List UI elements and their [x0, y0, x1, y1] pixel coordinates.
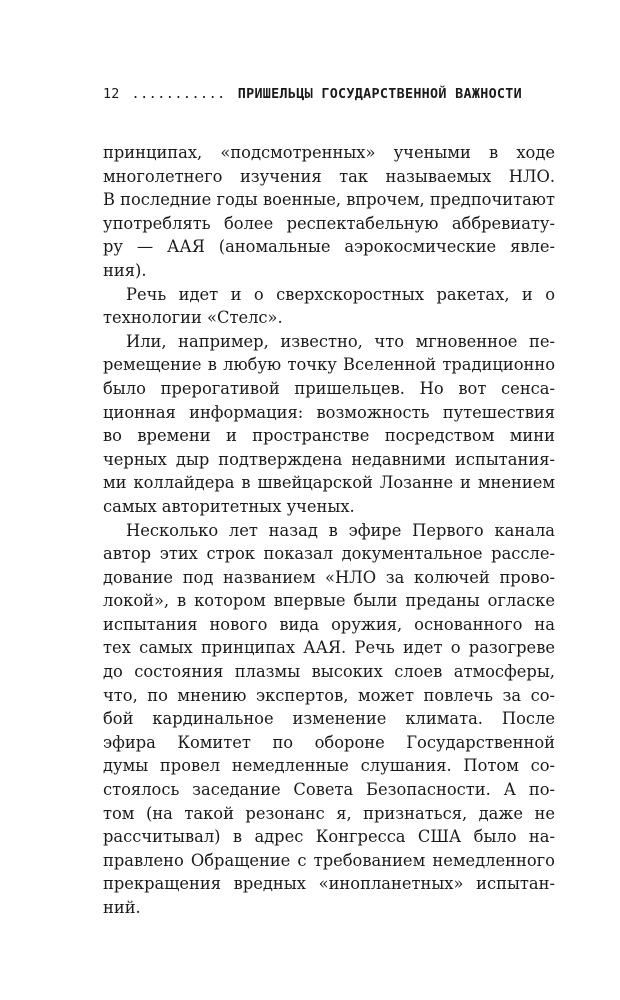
body-text	[103, 141, 555, 920]
leader-dots: ...........	[131, 87, 226, 102]
text-line: самых авторитетных ученых.	[103, 496, 355, 516]
text-line: ний.	[103, 898, 141, 917]
text-line: автор этих строк показал документальное рассле-	[103, 544, 555, 564]
text-line: черных дыр подтверждена недавними испытания-	[103, 449, 555, 469]
text-line: том (на такой резонанс я, признаться, даже не	[103, 803, 555, 823]
text-line: испытания нового вида оружия, основанного на	[103, 614, 555, 634]
text-line: до состояния плазмы высоких слоев атмосферы,	[103, 662, 555, 682]
text-line: технологии «Стелс».	[103, 308, 283, 328]
text-line: во времени и пространстве посредством мини	[103, 426, 555, 446]
text-line: употреблять более респектабельную аббревиату-	[103, 213, 555, 233]
text-line: локой», в котором впервые были преданы огласке	[103, 591, 555, 611]
text-line: стоялось заседание Совета Безопасности. А по-	[103, 780, 555, 800]
text-line: рассчитывал) в адрес Конгресса США было на-	[103, 827, 555, 847]
text-line: ционная информация: возможность путешествия	[103, 402, 555, 422]
text-line: В последние годы военные, впрочем, предпочитают	[103, 190, 555, 210]
text-line: ру — ААЯ (аномальные аэрокосмические явле-	[103, 237, 555, 257]
text-line: ми коллайдера в швейцарской Лозанне и мнением	[103, 473, 555, 493]
running-title: ПРИШЕЛЬЦЫ ГОСУДАРСТВЕННОЙ ВАЖНОСТИ	[237, 87, 523, 102]
page-number: 12	[103, 87, 120, 102]
text-line: дование под названием «НЛО за колючей прово-	[103, 567, 555, 587]
text-line: эфира Комитет по обороне Государственной	[103, 732, 555, 752]
text-line: многолетнего изучения так называемых НЛО.	[103, 166, 555, 186]
text-line: думы провел немедленные слушания. Потом со-	[103, 756, 555, 776]
text-line: тех самых принципах ААЯ. Речь идет о разогреве	[103, 638, 555, 658]
text-line: прекращения вредных «инопланетных» испытан-	[103, 874, 555, 894]
text-line: Или, например, известно, что мгновенное пе-	[126, 331, 555, 351]
text-line: принципах, «подсмотренных» учеными в ходе	[103, 143, 555, 162]
text-line: Несколько лет назад в эфире Первого канала	[126, 520, 555, 540]
running-head	[103, 86, 555, 104]
text-line: что, по мнению экспертов, может повлечь за со-	[103, 685, 555, 705]
text-line: правлено Обращение с требованием немедленного	[103, 850, 555, 870]
text-line: ремещение в любую точку Вселенной традиционно	[103, 355, 555, 375]
text-line: ния).	[103, 260, 147, 280]
text-line: бой кардинальное изменение климата. После	[103, 709, 555, 729]
text-line: Речь идет и о сверхскоростных ракетах, и о	[126, 284, 555, 304]
text-line: было прерогативой пришельцев. Но вот сенса-	[103, 378, 555, 398]
